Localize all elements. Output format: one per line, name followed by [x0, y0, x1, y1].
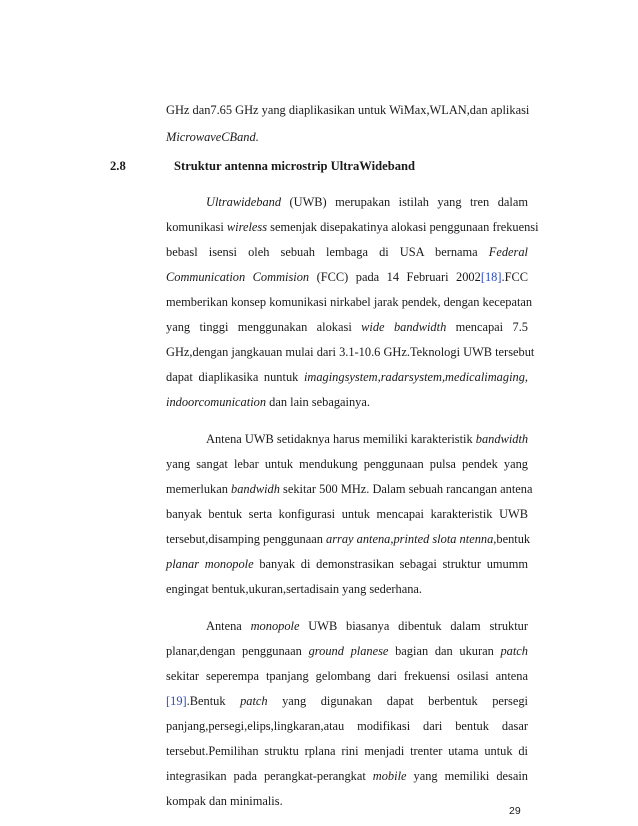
- p3-line-7: integrasikan pada perangkat-perangkat mobile yang memiliki desain: [166, 769, 528, 783]
- p3-line-5: panjang,persegi,elips,lingkaran,atau modifikasi dari bentuk dasar: [166, 719, 528, 733]
- p2-line-7: engingat bentuk,ukuran,sertadisain yang sederhana.: [166, 582, 422, 596]
- p1-line-9: indoorcomunication dan lain sebagainya.: [166, 395, 370, 409]
- page-number: 29: [509, 805, 521, 817]
- p1-line-5: memberikan konsep komunikasi nirkabel jarak pendek, dengan kecepatan: [166, 295, 533, 309]
- p1-line-4: Communication Commision (FCC) pada 14 Februari 2002[18].FCC: [166, 270, 529, 284]
- p1-line-2: komunikasi wireless semenjak disepakatinya alokasi penggunaan frekuensi: [166, 220, 539, 234]
- continuation-line-2: MicrowaveCBand.: [166, 130, 259, 144]
- p3-line-2: planar,dengan penggunaan ground planese bagian dan ukuran patch: [166, 644, 528, 658]
- p3-line-6: tersebut.Pemilihan struktu rplana rini menjadi trenter utama untuk di: [166, 744, 528, 758]
- citation-18[interactable]: [18]: [480, 270, 502, 284]
- p3-line-4: [19].Bentuk patch yang digunakan dapat berbentuk persegi: [166, 694, 528, 708]
- p3-line-1: Antena monopole UWB biasanya dibentuk dalam struktur: [206, 619, 528, 633]
- p2-line-5: tersebut,disamping penggunaan array antena,printed slota ntenna,bentuk: [166, 532, 531, 546]
- p1-line-7: GHz,dengan jangkauan mulai dari 3.1-10.6 GHz.Teknologi UWB tersebut: [166, 345, 535, 359]
- p3-line-8: kompak dan minimalis.: [166, 794, 283, 808]
- p2-line-3: memerlukan bandwidh sekitar 500 MHz. Dalam sebuah rancangan antena: [166, 482, 533, 496]
- p1-line-3: bebasl isensi oleh sebuah lembaga di USA bernama Federal: [166, 245, 528, 259]
- p3-line-3: sekitar seperempa tpanjang gelombang dari frekuensi osilasi antena: [166, 669, 528, 683]
- section-number: 2.8: [110, 159, 126, 173]
- p1-line-8: dapat diaplikasika nuntuk imagingsystem,radarsystem,medicalimaging,: [166, 370, 528, 384]
- p2-line-2: yang sangat lebar untuk mendukung penggunaan pulsa pendek yang: [166, 457, 528, 471]
- section-title: Struktur antenna microstrip UltraWideband: [174, 159, 416, 173]
- p2-line-1: Antena UWB setidaknya harus memiliki karakteristik bandwidth: [206, 432, 529, 446]
- citation-19[interactable]: [19]: [166, 694, 187, 708]
- p2-line-4: banyak bentuk serta konfigurasi untuk mencapai karakteristik UWB: [166, 507, 528, 521]
- p1-line-6: yang tinggi menggunakan alokasi wide bandwidth mencapai 7.5: [166, 320, 528, 334]
- p1-line-1: Ultrawideband (UWB) merupakan istilah yang tren dalam: [206, 195, 528, 209]
- continuation-line-1: GHz dan7.65 GHz yang diaplikasikan untuk WiMax,WLAN,dan aplikasi: [166, 103, 530, 117]
- p2-line-6: planar monopole banyak di demonstrasikan sebagai struktur umumm: [166, 557, 529, 571]
